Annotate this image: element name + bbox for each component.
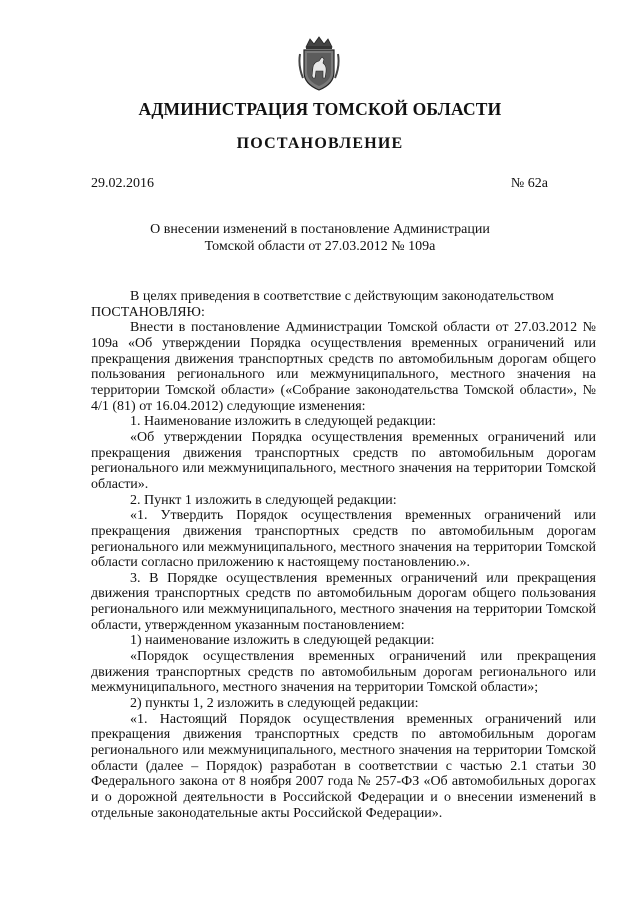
paragraph: 1) наименование изложить в следующей редакции: bbox=[130, 633, 435, 649]
paragraph: «Об утверждении Порядка осуществления временных ограничений или прекращения движения транспортных средств по автомобильным дорогам регионального или межмуниципального, местного значения на территории Томской области». bbox=[91, 429, 596, 492]
coat-of-arms-icon bbox=[297, 36, 341, 92]
subject-line: О внесении изменений в постановление Администрации bbox=[150, 222, 490, 237]
paragraph: «1. Настоящий Порядок осуществления временных ограничений или прекращения движения транспортных средств по автомобильным дорогам регионального или межмуниципального, местного значения на территории Томской области (далее – Порядок) разработан в соответствии с частью 2.1 статьи 30 Федерального закона от 8 ноября 2007 года № 257-ФЗ «Об автомобильных дорогах и о дорожной деятельности в Российской Федерации и о внесении изменений в отдельные законодательные акты Российской Федерации». bbox=[91, 711, 596, 821]
paragraph: В целях приведения в соответствие с действующим законодательством bbox=[130, 289, 554, 304]
organization-title: АДМИНИСТРАЦИЯ ТОМСКОЙ ОБЛАСТИ bbox=[138, 99, 502, 119]
subject-line: Томской области от 27.03.2012 № 109а bbox=[204, 238, 436, 254]
paragraph: 1. Наименование изложить в следующей редакции: bbox=[130, 414, 436, 430]
paragraph: 3. В Порядке осуществления временных ограничений или прекращения движения транспортных средств по автомобильным дорогам общего пользования регионального или межмуниципального, местного значения на территории Томской области, утвержденном указанным постановлением: bbox=[91, 570, 596, 633]
document-body bbox=[91, 289, 596, 821]
document-subject bbox=[0, 222, 640, 255]
document-date: 29.02.2016 bbox=[91, 176, 154, 191]
paragraph-decree-word: ПОСТАНОВЛЯЮ: bbox=[91, 304, 205, 320]
paragraph: 2. Пункт 1 изложить в следующей редакции: bbox=[130, 492, 397, 508]
paragraph: «Порядок осуществления временных ограничений или прекращения движения транспортных средств по автомобильным дорогам регионального или межмуниципального, местного значения на территории Томской области»; bbox=[91, 649, 596, 696]
paragraph: 2) пункты 1, 2 изложить в следующей редакции: bbox=[130, 696, 419, 712]
paragraph: Внести в постановление Администрации Томской области от 27.03.2012 № 109а «Об утверждении Порядка осуществления временных ограничений или прекращения движения транспортных средств по автомобильным дорогам общего пользования регионального или межмуниципального, местного значения на территории Томской области» («Собрание законодательства Томской области», № 4/1 (81) от 16.04.2012) следующие изменения: bbox=[91, 320, 596, 414]
document-number: № 62а bbox=[510, 176, 548, 191]
paragraph: «1. Утвердить Порядок осуществления временных ограничений или прекращения движения транспортных средств по автомобильным дорогам регионального или межмуниципального, местного значения на территории Томской области согласно приложению к настоящему постановлению.». bbox=[91, 508, 596, 571]
document-type: ПОСТАНОВЛЕНИЕ bbox=[236, 135, 404, 152]
